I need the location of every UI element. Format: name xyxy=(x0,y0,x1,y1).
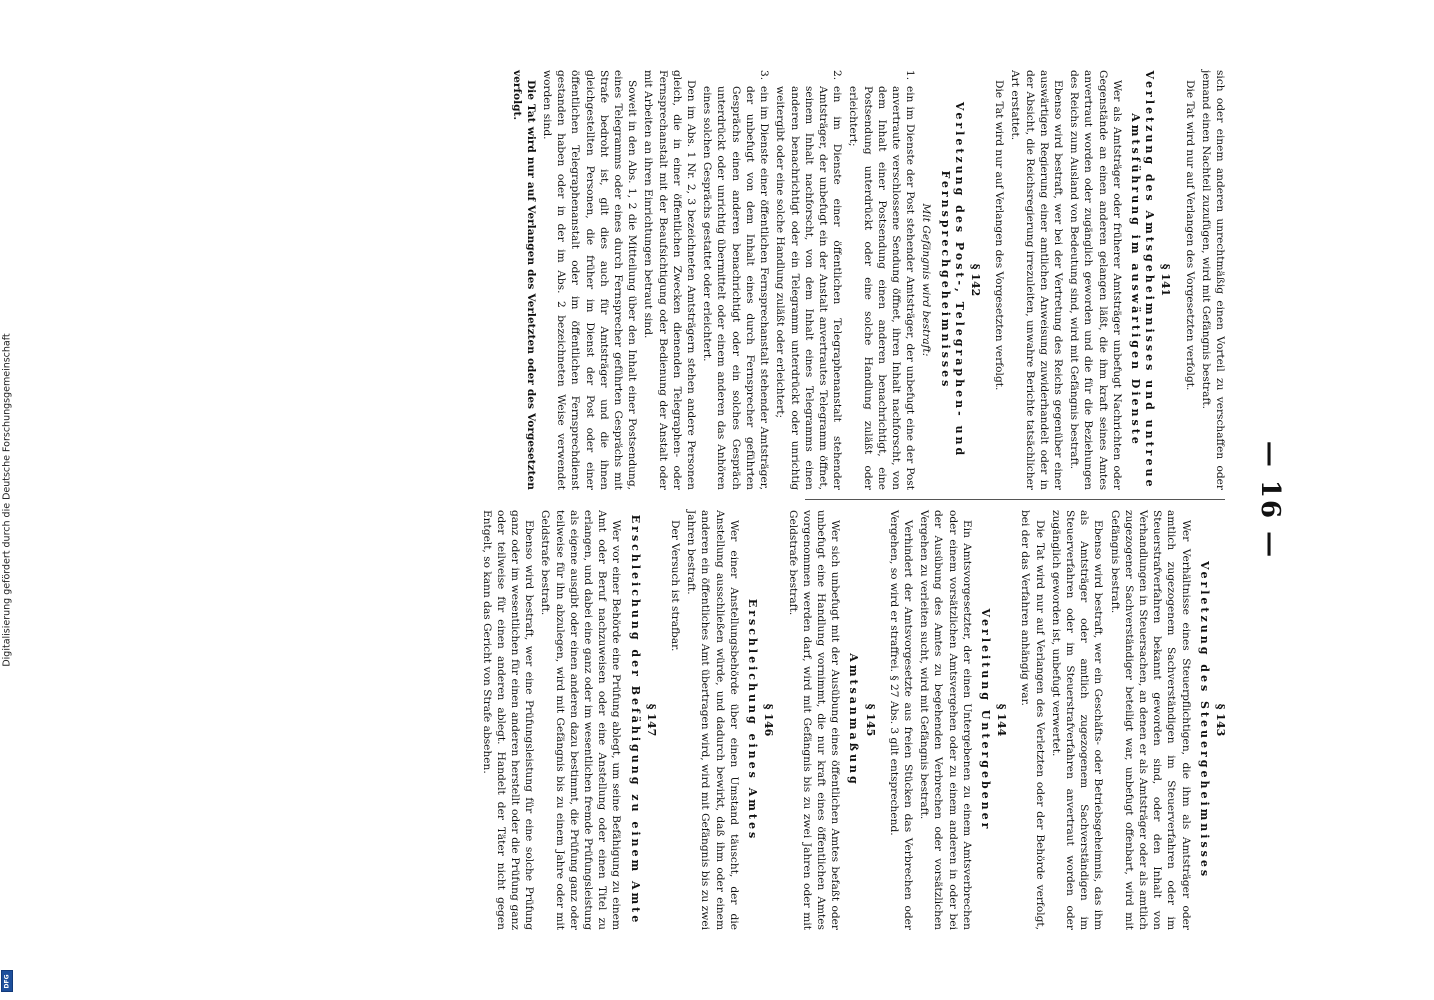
section-146-number: § 146 xyxy=(762,703,776,737)
item-number: 1. xyxy=(904,70,917,81)
page-number: — 16 — xyxy=(1255,440,1285,560)
section-144-title: Verleitung Untergebener xyxy=(978,608,992,832)
section-142-paragraph-3: Die Tat wird nur auf Verlangen des Verletzten oder des Vorgesetzten verfolgt. xyxy=(510,70,537,490)
section-141-paragraph-2: Ebenso wird bestraft, wer bei der Vertretung des Reichs gegenüber einer auswärtigen Regierung einer amtlichen Anweisung zuwiderhandelt oder in der Absicht, die Reichsregierung irrezuleiten, unwahre Berichte tatsächlicher Art erstattet. xyxy=(1009,70,1064,490)
section-143-paragraph-3: Die Tat wird nur auf Verlangen des Verletzten oder der Behörde verfolgt, bei der das Verfahren anhängig war. xyxy=(1019,510,1046,930)
section-142-subtitle: Mit Gefängnis wird bestraft: xyxy=(920,203,933,357)
section-141-title: Verletzung des Amtsgeheimnisses und untreue Amtsführung im auswärtigen Dienste xyxy=(1128,70,1157,490)
section-146-paragraph-2: Der Versuch ist strafbar. xyxy=(669,520,682,652)
item-text: ein im Dienste einer öffentlichen Fernsprechanstalt stehender Amtsträger, der unbefugt von dem Inhalt eines durch Fernsprecher geführten Gesprächs einen anderen benachrichtigt oder ein solches Gespräch unterdrückt oder unrichtig übermittelt oder einem anderen das Anhören eines solchen Gesprächs gestattet oder erleichtert. xyxy=(701,86,771,490)
dfg-logo-text: DFG xyxy=(3,973,11,989)
section-143-paragraph-1: Wer Verhältnisse eines Steuerpflichtigen, die ihm als Amtsträger oder amtlich zugezogenem Sachverständigen im Steuerverfahren oder im Steuerstrafverfahren bekannt geworden sind, oder den Inhalt von Verhandlungen in Steuersachen, an denen er als Amtsträger oder als amtlich zugezogener Sachverständiger beteiligt war, unbefugt offenbart, wird mit Gefängnis bestraft. xyxy=(1108,510,1192,930)
section-144-paragraph-2: Verhindert der Amtsvorgesetzte aus freien Stücken das Verbrechen oder Vergehen, so wird er straffrei. § 27 Abs. 3 gilt entsprechend. xyxy=(887,510,914,930)
column-divider xyxy=(805,499,1225,500)
section-145-title: Amtsanmaßung xyxy=(847,653,861,787)
credit-text: Digitalisierung gefördert durch die Deutsche Forschungsgemeinschaft xyxy=(1,333,13,667)
rotated-document-page xyxy=(137,50,1297,950)
section-145-number: § 145 xyxy=(863,703,877,737)
section-141-paragraph-1: Wer als Amtsträger oder früherer Amtsträger unbefugt Nachrichten oder Gegenstände an einen anderen gelangen läßt, die ihm kraft seines Amtes anvertraut worden oder zugänglich geworden und die für die Beziehungen des Reichs zum Ausland von Bedeutung sind, wird mit Gefängnis bestraft. xyxy=(1068,70,1123,490)
section-147-paragraph-1: Wer vor einer Behörde eine Prüfung ablegt, um seine Befähigung zu einem Amt oder Beruf nachzuweisen oder eine Anstellung oder einen Titel zu erlangen, und dabei eine ganz oder im wesentlichen fremde Prüfungsleistung als eigene ausgibt oder einen anderen dazu bestimmt, die Prüfung ganz oder teilweise für ihn abzulegen, wird mit Gefängnis bis zu einem Jahre oder mit Geldstrafe bestraft. xyxy=(539,510,623,930)
item-number: 2. xyxy=(831,70,844,81)
section-144-number: § 144 xyxy=(995,703,1009,737)
section-146-paragraph-1: Wer einer Anstellungsbehörde über einen Umstand täuscht, der die Anstellung ausschließen würde, und dadurch bewirkt, daß ihm oder einem anderen ein öffentliches Amt übertragen wird, wird mit Gefängnis bis zu zwei Jahren bestraft. xyxy=(685,510,740,930)
section-147-title: Erschleichung der Befähigung zu einem Amte xyxy=(628,514,642,926)
section-143-title: Verletzung des Steuergeheimnisses xyxy=(1197,560,1211,880)
section-147-paragraph-2: Ebenso wird bestraft, wer eine Prüfungsleistung für eine solche Prüfung ganz oder im wesentlichen für einen anderen herstellt oder die Prüfung ganz oder teilweise für einen anderen ablegt. Handelt der Täter nicht gegen Entgelt, so kann das Gericht von Strafe absehen. xyxy=(480,510,536,930)
dfg-logo-icon xyxy=(1,970,13,992)
section-142-item-1 xyxy=(846,70,917,490)
section-147-number: § 147 xyxy=(644,703,658,737)
section-141-number: § 141 xyxy=(1159,263,1173,297)
left-column xyxy=(507,70,1227,490)
section-146-title: Erschleichung eines Amtes xyxy=(746,598,760,842)
item-text: ein im Dienste der Post stehender Amtsträger, der unbefugt eine der Post anvertraute verschlossene Sendung öffnet, ihren Inhalt nachforscht, von dem Inhalt einer Postsendung einen anderen benachrichtigt, eine Postsendung unterdrückt oder eine solche Handlung zuläßt oder erleichtert; xyxy=(847,86,917,490)
section-145-paragraph-1: Wer sich unbefugt mit der Ausübung eines öffentlichen Amtes befaßt oder unbefugt eine Handlung vornimmt, die nur kraft eines öffentlichen Amtes vorgenommen werden darf, wird mit Gefängnis bis zu zwei Jahren oder mit Geldstrafe bestraft. xyxy=(786,510,842,930)
section-143-paragraph-2: Ebenso wird bestraft, wer ein Geschäfts- oder Betriebsgeheimnis, das ihm als Amtsträger oder amtlich zugezogenem Sachverständigen im Steuerverfahren oder im Steuerstrafverfahren anvertraut worden oder zugänglich geworden ist, unbefugt verwertet. xyxy=(1049,510,1105,930)
section-142-item-3 xyxy=(700,70,771,490)
section-142-number: § 142 xyxy=(968,263,982,297)
carryover-closing: Die Tat wird nur auf Verlangen des Vorgesetzten verfolgt. xyxy=(1183,80,1196,391)
section-142-title: Verletzung des Post-, Telegraphen- und Fernsprechgeheimnisses xyxy=(938,101,966,459)
section-142-paragraph-2: Soweit in den Abs. 1, 2 die Mitteilung über den Inhalt einer Postsendung, eines Telegramms oder eines durch Fernsprecher geführten Gesprächs mit Strafe bedroht ist, gilt dies auch für Amtsträger und die ihnen gleichgestellten Personen, die früher im Dienst der Post oder einer öffentlichen Telegraphenanstalt oder im öffentlichen Fernsprechdienst gestanden haben oder in der im Abs. 2 bezeichneten Weise verwendet worden sind. xyxy=(541,70,639,490)
carryover-paragraph: sich oder einem anderen unrechtmäßig einen Vorteil zu verschaffen oder jemand einen Nachteil zuzufügen, wird mit Gefängnis bestraft. xyxy=(1199,70,1226,490)
right-column xyxy=(477,510,1227,930)
digitization-credit xyxy=(0,0,14,1000)
section-142-paragraph-1: Den im Abs. 1 Nr. 2, 3 bezeichneten Amtsträgern stehen andere Personen gleich, die in einer öffentlichen Zwecken dienenden Telegraphen- oder Fernsprechanstalt mit der Beaufsichtigung oder Bedienung der Anstalt oder mit Arbeiten an ihren Einrichtungen betraut sind. xyxy=(642,70,698,490)
item-text: ein im Dienste einer öffentlichen Telegraphenanstalt stehender Amtsträger, der unbefugt ein der Anstalt anvertrautes Telegramm öffnet, seinem Inhalt nachforscht, von dem Inhalt eines Telegramms einen anderen benachrichtigt oder ein Telegramm unterdrückt oder unrichtig weitergibt oder eine solche Handlung zuläßt oder erleichtert; xyxy=(774,86,844,490)
item-number: 3. xyxy=(758,70,771,81)
section-144-paragraph-1: Ein Amtsvorgesetzter, der einen Untergebenen zu einem Amtsverbrechen oder einem vorsätzlichen Amtsvergehen oder zu einem anderen in oder bei der Ausübung des Amtes zu begehenden Verbrechen oder vorsätzlichen Vergehen zu verleiten sucht, wird mit Gefängnis bestraft. xyxy=(918,510,973,930)
section-142-item-2 xyxy=(773,70,844,490)
section-143-number: § 143 xyxy=(1214,703,1227,737)
section-141-paragraph-3: Die Tat wird nur auf Verlangen des Vorgesetzten verfolgt. xyxy=(993,80,1006,391)
